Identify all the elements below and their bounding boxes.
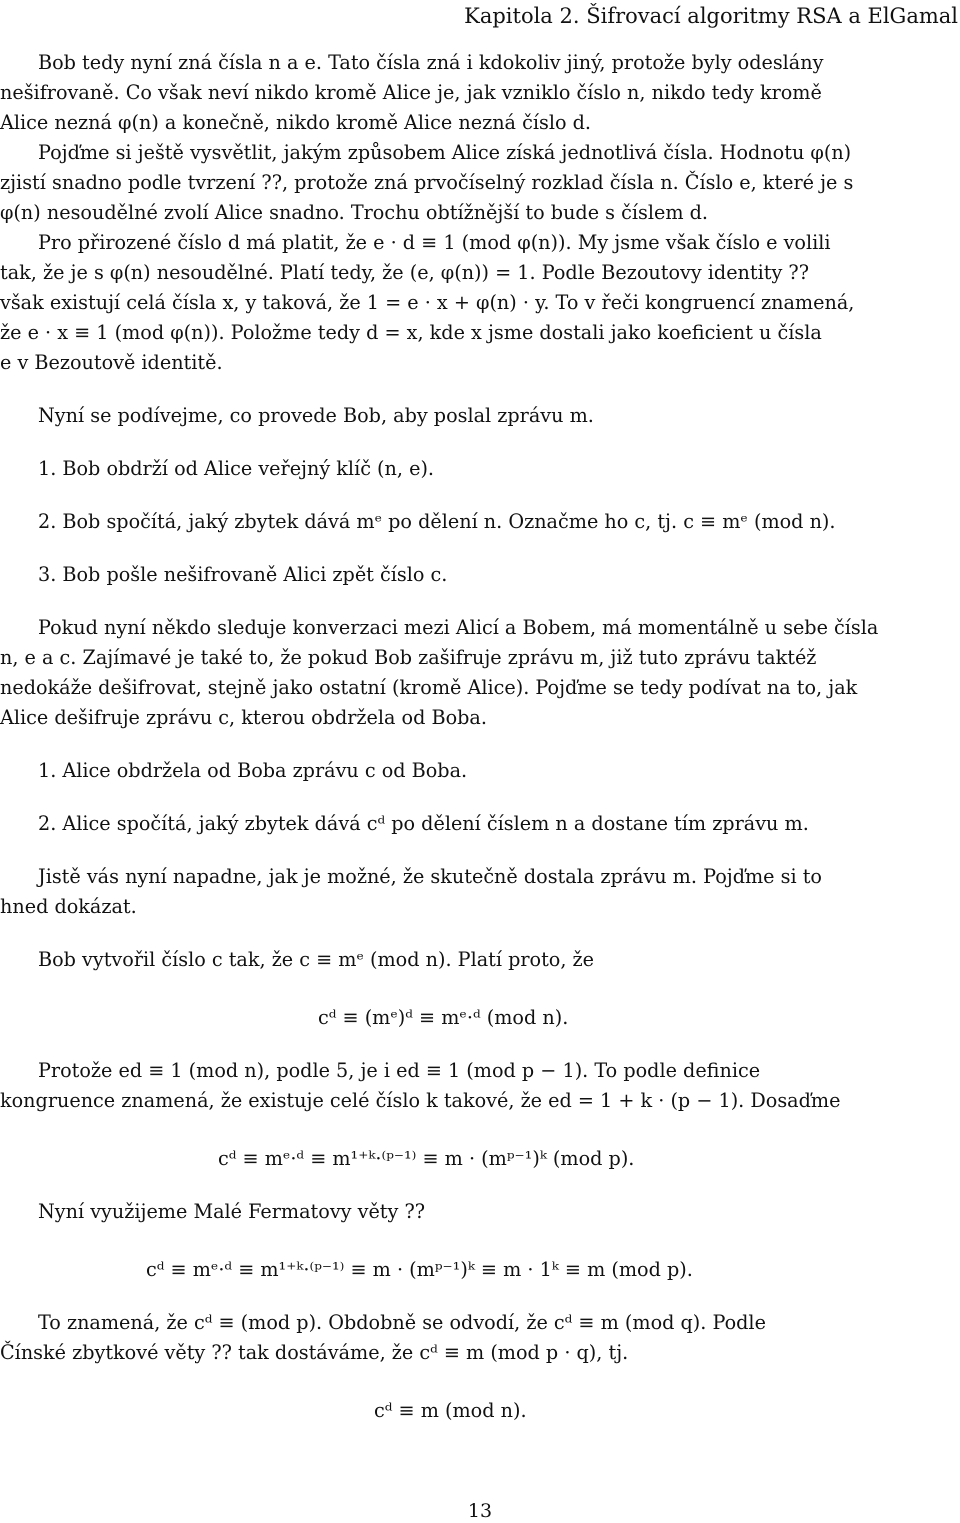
text-line: n, e a c. Zajímavé je také to, že pokud Bob zašifruje zprávu m, již tuto zprávu taktéž: [0, 646, 817, 669]
text-line: Bob tedy nyní zná čísla n a e. Tato čísla zná i kdokoliv jiný, protože byly odeslány: [38, 51, 824, 74]
text-line: Nyní se podívejme, co provede Bob, aby poslal zprávu m.: [38, 404, 594, 427]
text-line: To znamená, že cᵈ ≡ (mod p). Obdobně se odvodí, že cᵈ ≡ m (mod q). Podle: [38, 1311, 766, 1334]
text-line: nešifrovaně. Co však neví nikdo kromě Alice je, jak vzniklo číslo n, nikdo tedy kromě: [0, 81, 822, 104]
text-line: hned dokázat.: [0, 895, 137, 918]
text-line: cᵈ ≡ mᵉ·ᵈ ≡ m¹⁺ᵏ·⁽ᵖ⁻¹⁾ ≡ m · (mᵖ⁻¹)ᵏ ≡ m · 1ᵏ ≡ m (mod p).: [146, 1258, 693, 1281]
text-line: nedokáže dešifrovat, stejně jako ostatní (kromě Alice). Pojďme se tedy podívat na to, jak: [0, 676, 858, 699]
text-line: φ(n) nesoudělné zvolí Alice snadno. Trochu obtížnější to bude s číslem d.: [0, 201, 709, 224]
text-line: cᵈ ≡ (mᵉ)ᵈ ≡ mᵉ·ᵈ (mod n).: [318, 1006, 569, 1029]
text-line: cᵈ ≡ m (mod n).: [374, 1399, 527, 1422]
text-line: Pro přirozené číslo d má platit, že e · d ≡ 1 (mod φ(n)). My jsme však číslo e volili: [38, 231, 831, 254]
text-line: tak, že je s φ(n) nesoudělné. Platí tedy, že (e, φ(n)) = 1. Podle Bezoutovy identity ??: [0, 261, 809, 284]
text-line: zjistí snadno podle tvrzení ??, protože zná prvočíselný rozklad čísla n. Číslo e, které je s: [0, 171, 854, 194]
chapter-header: Kapitola 2. Šifrovací algoritmy RSA a ElGamal: [464, 4, 958, 28]
text-line: 1. Bob obdrží od Alice veřejný klíč (n, e).: [38, 457, 435, 480]
text-line: Pojďme si ještě vysvětlit, jakým způsobem Alice získá jednotlivá čísla. Hodnotu φ(n): [38, 141, 852, 164]
text-line: Čínské zbytkové věty ?? tak dostáváme, že cᵈ ≡ m (mod p · q), tj.: [0, 1341, 629, 1364]
text-line: však existují celá čísla x, y taková, že 1 = e · x + φ(n) · y. To v řeči kongruencí znamená,: [0, 291, 855, 314]
text-line: Bob vytvořil číslo c tak, že c ≡ mᵉ (mod n). Platí proto, že: [38, 948, 595, 971]
text-line: Protože ed ≡ 1 (mod n), podle 5, je i ed ≡ 1 (mod p − 1). To podle definice: [38, 1059, 761, 1082]
text-line: Alice nezná φ(n) a konečně, nikdo kromě Alice nezná číslo d.: [0, 111, 591, 134]
text-line: e v Bezoutově identitě.: [0, 351, 223, 374]
text-line: kongruence znamená, že existuje celé číslo k takové, že ed = 1 + k · (p − 1). Dosaďme: [0, 1089, 841, 1112]
text-line: 1. Alice obdržela od Boba zprávu c od Boba.: [38, 759, 468, 782]
text-line: 3. Bob pošle nešifrovaně Alici zpět číslo c.: [38, 563, 448, 586]
text-line: 2. Bob spočítá, jaký zbytek dává mᵉ po dělení n. Označme ho c, tj. c ≡ mᵉ (mod n).: [38, 510, 836, 533]
text-line: Nyní využijeme Malé Fermatovy věty ??: [38, 1200, 426, 1223]
page-number: 13: [467, 1500, 493, 1522]
text-line: Alice dešifruje zprávu c, kterou obdržela od Boba.: [0, 706, 487, 729]
text-line: Jistě vás nyní napadne, jak je možné, že skutečně dostala zprávu m. Pojďme si to: [38, 865, 822, 888]
text-line: 2. Alice spočítá, jaký zbytek dává cᵈ po dělení číslem n a dostane tím zprávu m.: [38, 812, 809, 835]
text-line: cᵈ ≡ mᵉ·ᵈ ≡ m¹⁺ᵏ·⁽ᵖ⁻¹⁾ ≡ m · (mᵖ⁻¹)ᵏ (mod p).: [218, 1147, 635, 1170]
text-line: že e · x ≡ 1 (mod φ(n)). Položme tedy d = x, kde x jsme dostali jako koeficient u čísla: [0, 321, 822, 344]
text-line: Pokud nyní někdo sleduje konverzaci mezi Alicí a Bobem, má momentálně u sebe čísla: [38, 616, 879, 639]
